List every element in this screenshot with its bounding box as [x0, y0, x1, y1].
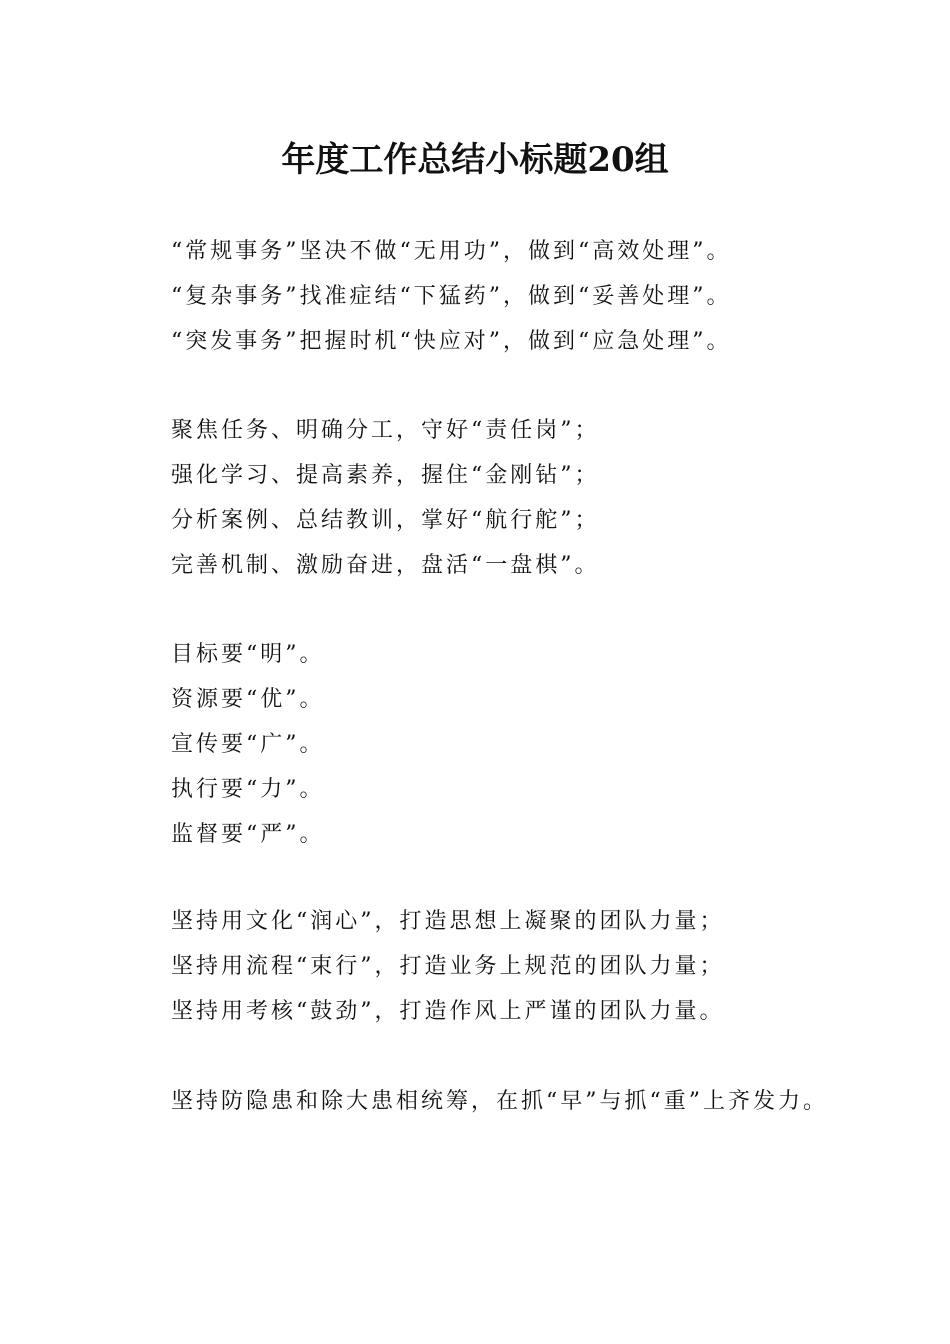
heading-line: 资源要“优”。	[171, 687, 325, 712]
heading-line: 坚持用文化“润心”，打造思想上凝聚的团队力量；	[171, 909, 725, 934]
heading-line: 监督要“严”。	[171, 822, 325, 847]
heading-line: “突发事务”把握时机“快应对”，做到“应急处理”。	[171, 329, 732, 354]
heading-line: 强化学习、提高素养，握住“金刚钻”；	[171, 463, 600, 488]
heading-line: “常规事务”坚决不做“无用功”，做到“高效处理”。	[171, 239, 732, 264]
heading-line: 目标要“明”。	[171, 642, 325, 667]
heading-group-2	[171, 408, 851, 588]
heading-group-3	[171, 632, 851, 857]
final-paragraph: 坚持防隐患和除大患相统筹，在抓“早”与抓“重”上齐发力。	[171, 1089, 828, 1114]
document-title: 年度工作总结小标题20组	[281, 140, 669, 180]
heading-line: 宣传要“广”。	[171, 732, 325, 757]
heading-group-1	[171, 229, 851, 364]
heading-line: 完善机制、激励奋进，盘活“一盘棋”。	[171, 553, 600, 578]
heading-line: “复杂事务”找准症结“下猛药”，做到“妥善处理”。	[171, 284, 732, 309]
heading-line: 坚持用考核“鼓劲”，打造作风上严谨的团队力量。	[171, 999, 725, 1024]
heading-line: 聚焦任务、明确分工，守好“责任岗”；	[171, 418, 600, 443]
heading-line: 分析案例、总结教训，掌好“航行舵”；	[171, 508, 600, 533]
heading-line: 执行要“力”。	[171, 777, 325, 802]
heading-group-4	[171, 899, 851, 1034]
heading-line: 坚持用流程“束行”，打造业务上规范的团队力量；	[171, 954, 725, 979]
